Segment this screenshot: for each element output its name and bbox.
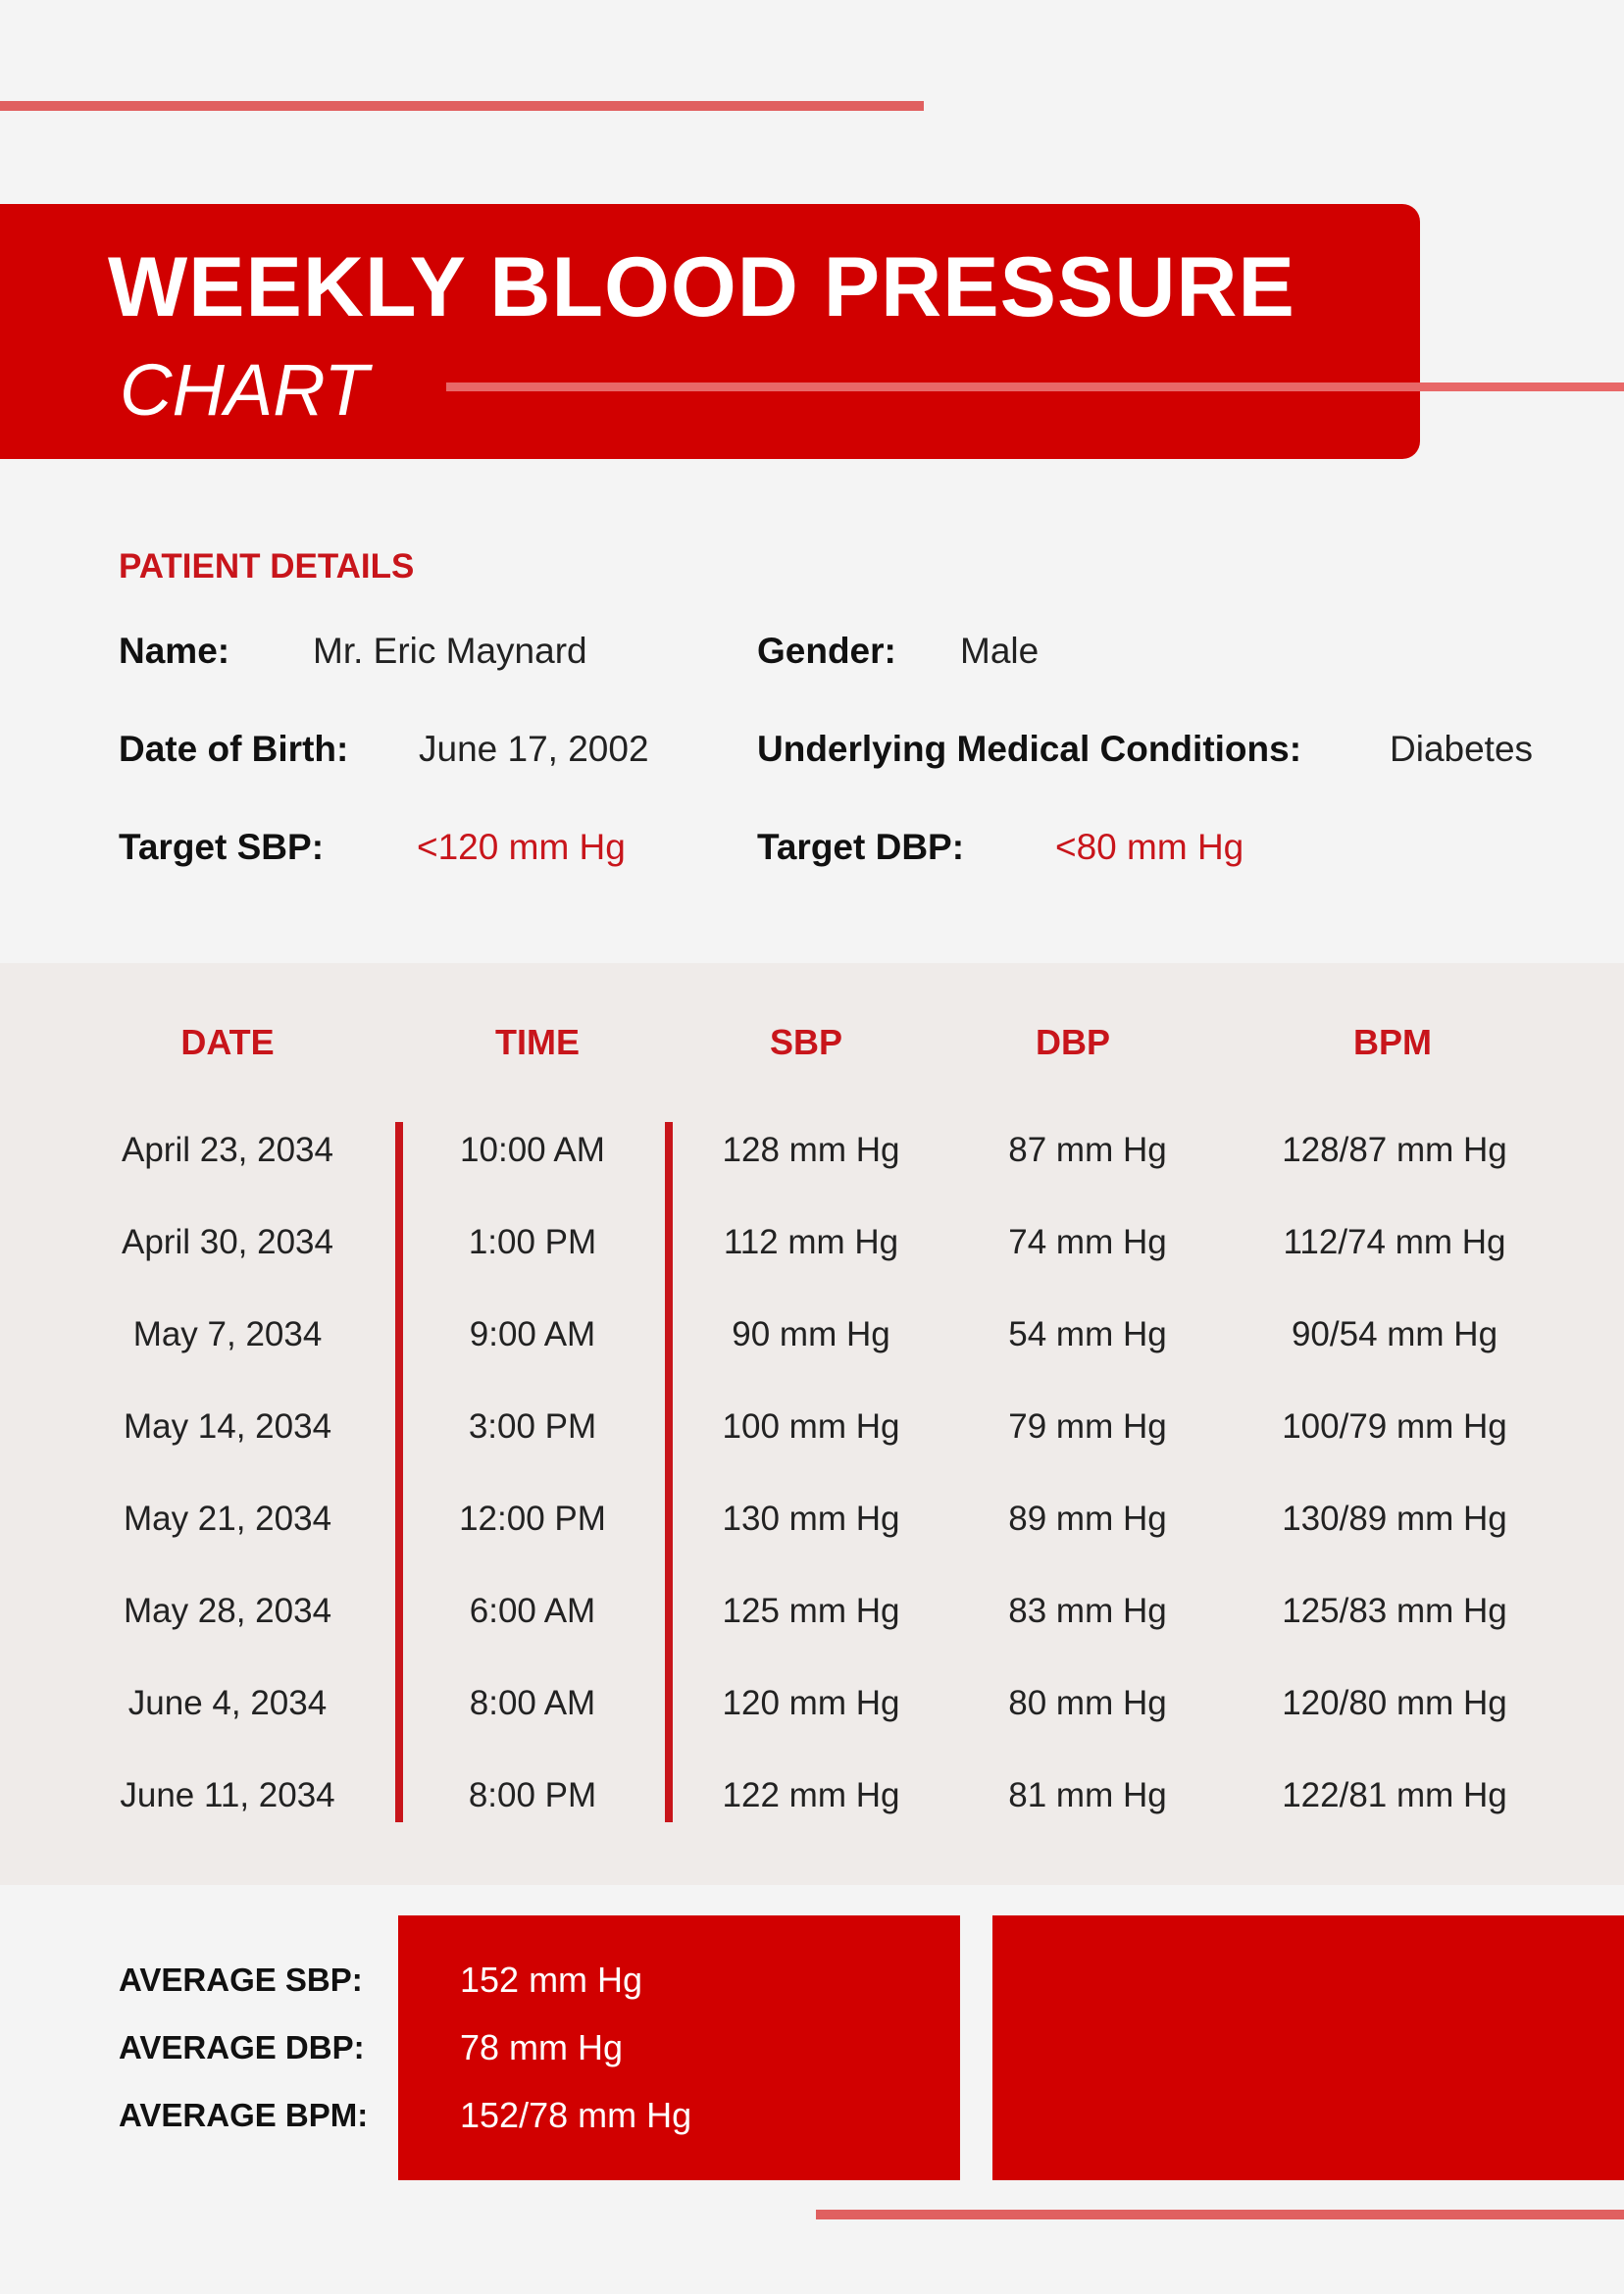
table-cell-dbp: 87 mm Hg (1008, 1131, 1167, 1169)
table-cell-date: April 30, 2034 (122, 1223, 333, 1261)
table-cell-date: May 14, 2034 (123, 1407, 332, 1446)
page-subtitle: CHART (120, 349, 369, 431)
table-cell-time: 12:00 PM (459, 1500, 606, 1538)
table-cell-date: June 4, 2034 (127, 1684, 328, 1722)
table-cell-sbp: 130 mm Hg (722, 1500, 900, 1538)
table-cell-date: May 28, 2034 (123, 1592, 332, 1630)
table-cell-bpm: 112/74 mm Hg (1283, 1223, 1506, 1261)
table-cell-date: June 11, 2034 (120, 1776, 335, 1814)
column-header-dbp: DBP (1035, 1022, 1110, 1062)
gender-value: Male (960, 631, 1040, 671)
table-cell-time: 6:00 AM (469, 1592, 596, 1630)
column-header-date: DATE (180, 1022, 275, 1062)
average-sbp-value: 152 mm Hg (460, 1960, 643, 2000)
target-dbp-label: Target DBP: (757, 827, 965, 867)
name-value: Mr. Eric Maynard (313, 631, 587, 671)
average-sbp-label: AVERAGE SBP: (119, 1962, 363, 1998)
table-cell-dbp: 54 mm Hg (1008, 1315, 1167, 1353)
table-cell-sbp: 90 mm Hg (732, 1315, 890, 1353)
average-bpm-label: AVERAGE BPM: (119, 2097, 369, 2133)
table-cell-bpm: 125/83 mm Hg (1282, 1592, 1507, 1630)
table-cell-dbp: 74 mm Hg (1008, 1223, 1167, 1261)
table-cell-dbp: 80 mm Hg (1008, 1684, 1167, 1722)
table-cell-sbp: 122 mm Hg (722, 1776, 900, 1814)
conditions-label: Underlying Medical Conditions: (757, 729, 1302, 769)
table-cell-sbp: 120 mm Hg (722, 1684, 900, 1722)
top-accent-line (0, 101, 924, 111)
table-cell-sbp: 125 mm Hg (722, 1592, 900, 1630)
table-cell-time: 3:00 PM (468, 1407, 597, 1446)
table-cell-bpm: 100/79 mm Hg (1282, 1407, 1507, 1446)
table-cell-date: May 21, 2034 (123, 1500, 332, 1538)
dob-label: Date of Birth: (119, 729, 349, 769)
average-dbp-value: 78 mm Hg (460, 2027, 624, 2067)
dob-value: June 17, 2002 (419, 729, 649, 769)
table-cell-time: 8:00 AM (469, 1684, 596, 1722)
target-sbp-label: Target SBP: (119, 827, 325, 867)
table-cell-bpm: 130/89 mm Hg (1282, 1500, 1507, 1538)
page-title: WEEKLY BLOOD PRESSURE (108, 240, 1295, 334)
table-cell-dbp: 89 mm Hg (1008, 1500, 1167, 1538)
table-cell-sbp: 128 mm Hg (722, 1131, 900, 1169)
table-cell-time: 9:00 AM (469, 1315, 596, 1353)
gender-label: Gender: (757, 631, 896, 671)
average-dbp-label: AVERAGE DBP: (119, 2029, 365, 2065)
bottom-accent-line (816, 2210, 1624, 2219)
table-cell-time: 10:00 AM (460, 1131, 605, 1169)
table-cell-dbp: 83 mm Hg (1008, 1592, 1167, 1630)
table-cell-date: May 7, 2034 (132, 1315, 323, 1353)
table-cell-dbp: 81 mm Hg (1008, 1776, 1167, 1814)
decorative-red-panel (992, 1915, 1624, 2180)
column-header-bpm: BPM (1353, 1022, 1432, 1062)
target-dbp-value: <80 mm Hg (1055, 827, 1244, 867)
table-cell-sbp: 112 mm Hg (723, 1223, 899, 1261)
title-divider-line (446, 382, 1624, 391)
table-cell-time: 8:00 PM (468, 1776, 597, 1814)
name-label: Name: (119, 631, 230, 671)
column-header-sbp: SBP (769, 1022, 843, 1062)
average-bpm-value: 152/78 mm Hg (460, 2095, 692, 2135)
table-cell-bpm: 120/80 mm Hg (1282, 1684, 1507, 1722)
table-cell-bpm: 128/87 mm Hg (1282, 1131, 1507, 1169)
column-header-time: TIME (495, 1022, 580, 1062)
table-cell-bpm: 122/81 mm Hg (1282, 1776, 1507, 1814)
patient-details-heading: PATIENT DETAILS (119, 547, 415, 586)
table-cell-bpm: 90/54 mm Hg (1291, 1315, 1498, 1353)
table-cell-sbp: 100 mm Hg (722, 1407, 900, 1446)
table-cell-dbp: 79 mm Hg (1008, 1407, 1167, 1446)
table-cell-time: 1:00 PM (468, 1223, 597, 1261)
target-sbp-value: <120 mm Hg (417, 827, 626, 867)
table-cell-date: April 23, 2034 (122, 1131, 333, 1169)
conditions-value: Diabetes (1390, 729, 1534, 769)
